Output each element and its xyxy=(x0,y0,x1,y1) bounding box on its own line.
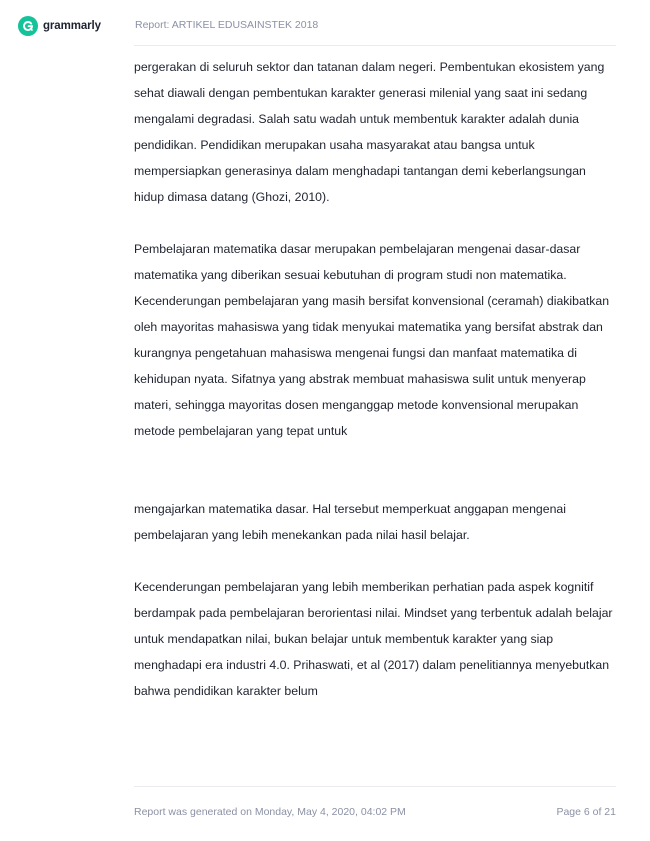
footer-divider xyxy=(134,786,616,787)
grammarly-logo xyxy=(18,16,101,36)
document-body xyxy=(134,54,616,704)
report-header xyxy=(0,0,650,48)
paragraph: pergerakan di seluruh sektor dan tatanan dalam negeri. Pembentukan ekosistem yang sehat diawali dengan pembentukan karakter generasi milenial yang saat ini sedang mengalami degradasi. Salah satu wadah untuk membentuk karakter adalah dunia pendidikan. Pendidikan merupakan usaha masyarakat atau bangsa untuk mempersiapkan generasinya dalam menghadapi tantangan demi keberlangsungan hidup dimasa datang (Ghozi, 2010). xyxy=(134,60,605,204)
brand-name: grammarly xyxy=(43,20,101,32)
grammarly-g-icon xyxy=(18,16,38,36)
paragraph: Pembelajaran matematika dasar merupakan pembelajaran mengenai dasar-dasar matematika yang diberikan sesuai kebutuhan di program studi non matematika. Kecenderungan pembelajaran yang masih bersifat konvensional (ceramah) diakibatkan oleh mayoritas mahasiswa yang tidak menyukai matematika yang bersifat abstrak dan kurangnya pengetahuan mahasiswa mengenai fungsi dan manfaat matematika di kehidupan nyata. Sifatnya yang abstrak membuat mahasiswa sulit untuk menyerap materi, sehingga mayoritas dosen menganggap metode konvensional merupakan metode pembelajaran yang tepat untuk xyxy=(134,242,610,438)
report-title: Report: ARTIKEL EDUSAINSTEK 2018 xyxy=(135,19,319,31)
report-generated-text: Report was generated on Monday, May 4, 2020, 04:02 PM xyxy=(134,806,406,818)
page-number: Page 6 of 21 xyxy=(556,806,616,818)
paragraph: mengajarkan matematika dasar. Hal tersebut memperkuat anggapan mengenai pembelajaran yang lebih menekankan pada nilai hasil belajar. xyxy=(134,502,567,542)
paragraph: Kecenderungan pembelajaran yang lebih memberikan perhatian pada aspek kognitif berdampak pada pembelajaran berorientasi nilai. Mindset yang terbentuk adalah belajar untuk mendapatkan nilai, bukan belajar untuk membentuk karakter yang siap menghadapi era industri 4.0. Prihaswati, et al (2017) dalam penelitiannya menyebutkan bahwa pendidikan karakter belum xyxy=(134,580,613,698)
header-divider xyxy=(134,45,616,46)
